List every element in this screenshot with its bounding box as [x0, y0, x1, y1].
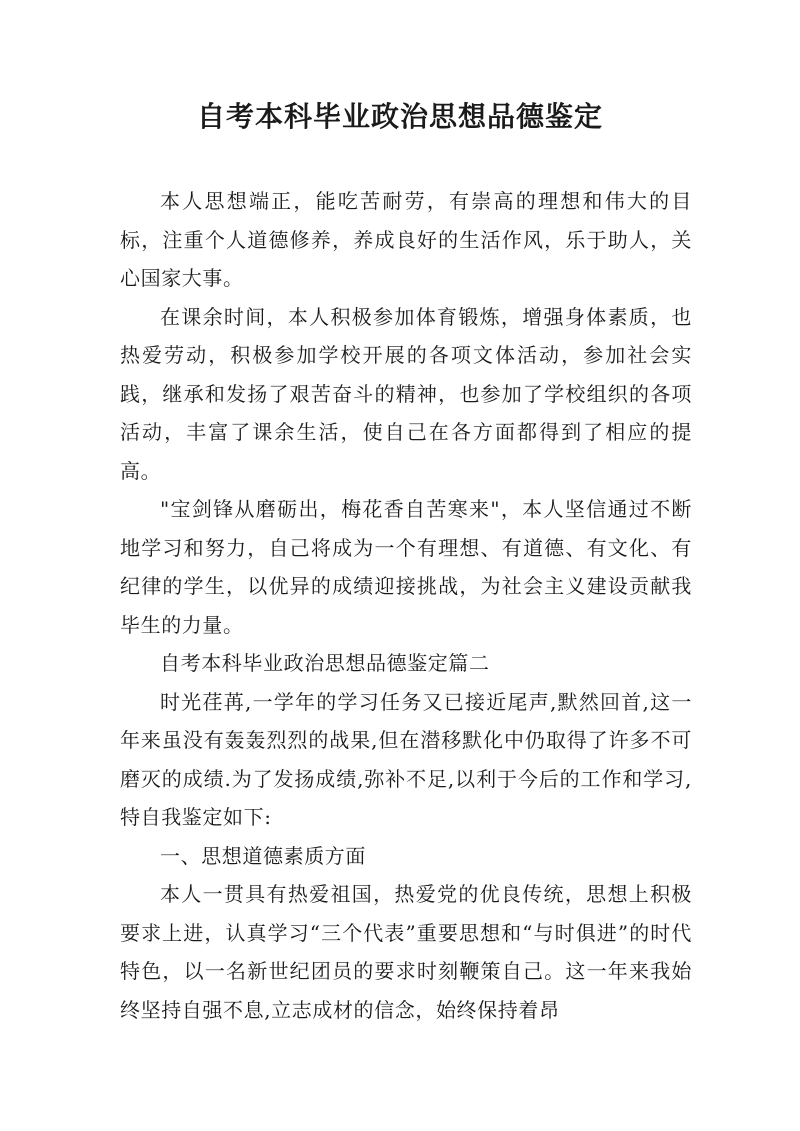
paragraph-2: 在课余时间，本人积极参加体育锻炼，增强身体素质，也热爱劳动，积极参加学校开展的各项文体活动，参加社会实践，继承和发扬了艰苦奋斗的精神，也参加了学校组织的各项活动，丰富了课余生活，使自己在各方面都得到了相应的提高。 — [120, 304, 692, 483]
document-title: 自考本科毕业政治思想品德鉴定 — [196, 100, 603, 133]
paragraph-3: "宝剑锋从磨砺出，梅花香自苦寒来"，本人坚信通过不断地学习和努力，自己将成为一个有理想、有道德、有文化、有纪律的学生，以优异的成绩迎接挑战，为社会主义建设贡献我毕生的力量。 — [120, 497, 692, 637]
paragraph-4: 时光荏苒,一学年的学习任务又已接近尾声,默然回首,这一年来虽没有轰轰烈烈的战果,但在潜移默化中仍取得了许多不可磨灭的成绩.为了发扬成绩,弥补不足,以利于今后的工作和学习,特自我鉴定如下: — [120, 689, 692, 829]
section-heading-part-two: 自考本科毕业政治思想品德鉴定篇二 — [160, 651, 490, 675]
document-body — [120, 182, 692, 1029]
section-heading-ideology: 一、思想道德素质方面 — [160, 843, 366, 868]
paragraph-1: 本人思想端正，能吃苦耐劳，有崇高的理想和伟大的目标，注重个人道德修养，养成良好的生活作风，乐于助人，关心国家大事。 — [120, 189, 692, 290]
paragraph-5: 本人一贯具有热爱祖国，热爱党的优良传统，思想上积极要求上进，认真学习“三个代表”重要思想和“与时俱进”的时代特色，以一名新世纪团员的要求时刻鞭策自己。这一年来我始终坚持自强不息,立志成材的信念，始终保持着昂 — [120, 882, 692, 1022]
